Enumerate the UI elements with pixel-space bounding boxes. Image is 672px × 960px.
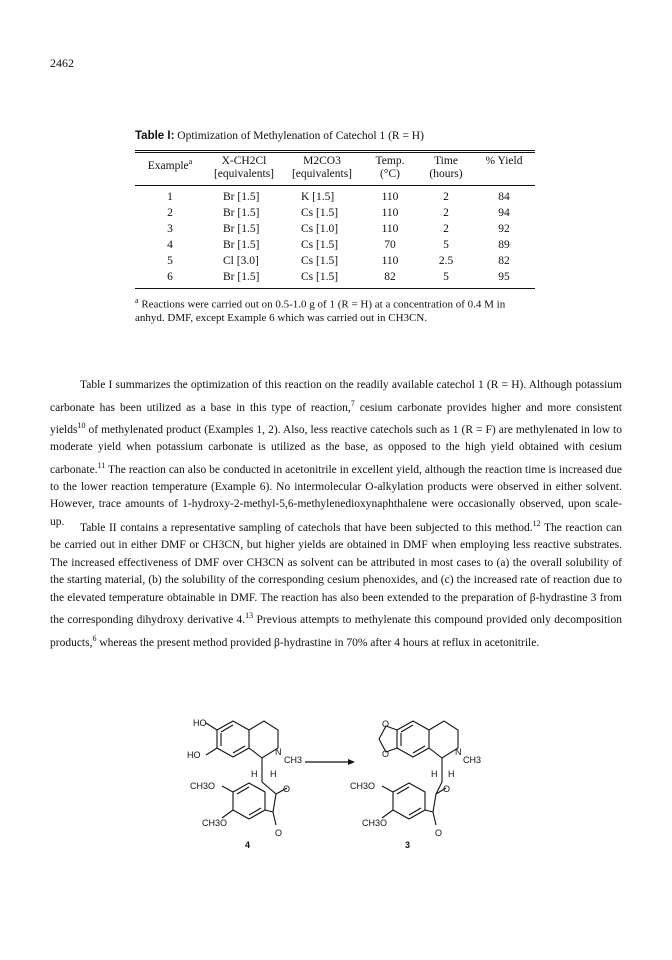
compound-4-labels [187,718,302,850]
text-run: The reaction can be carried out in either DMF or CH3CN, but higher yields are obtained in DMF when employing less reactive substrates. The increased effectiveness of DMF over CH3CN as solvent can be attributed in most cases to (a) the overall solubility of the starting material, (b) the solubility of the corresponding cesium phenoxides, and (c) the increased rate of reaction due to the elevated temperature obtainable in DMF. The reaction has also been extended to the preparation of β-hydrastine 3 from the corresponding dihydroxy derivative 4. [50,521,622,627]
c3-nitrogen: N [455,747,462,757]
c4-n-methyl: CH3 [284,755,303,765]
text-run: Table I summarizes the optimization of this reaction on the readily available catechol 1 (R = H). Although potassium carbonate has been utilized as a base in this type of reaction, [50,379,622,414]
table-cell: Br [1.5] [223,271,260,283]
text-run: Previous attempts to methylenate this compound provided only decomposition products, [50,614,622,649]
table-footnote [135,294,535,325]
text-run: of methylenated product (Examples 1, 2). Also, less reactive catechols such as 1 (R = F) are methylenated in low to moderate yield when potassium carbonate is utilized as the base, as opposed to the high yield obtained with cesium carbonate. [50,423,622,476]
c4-hydroxy-top: HO [193,718,207,728]
c4-methoxy-lower: CH3O [202,818,228,828]
table-row [135,221,535,237]
footnote-text: Reactions were carried out on 0.5-1.0 g of 1 (R = H) at a concentration of 0.4 M in anhyd. DMF, except Example 6 which was carried out in CH3CN. [135,298,506,324]
reference-superscript: 12 [532,519,541,528]
compound-3-labels [350,719,481,850]
table-cell: 95 [498,271,510,283]
table-row [135,189,535,205]
table-cell: 70 [384,239,396,251]
c3-n-methyl: CH3 [463,755,482,765]
table-cell: Cs [1.5] [301,255,339,267]
c4-carbonyl-oxygen: O [275,828,283,838]
table-cell: Cs [1.5] [301,239,339,251]
optimization-table [135,153,535,285]
table-caption-text: Optimization of Methylenation of Catechol 1 (R = H) [177,130,424,142]
table-cell: 1 [167,191,173,203]
table-row [135,237,535,253]
paragraph-1 [50,377,622,531]
table-cell: Br [1.5] [223,191,260,203]
table-cell: Cl [3.0] [223,255,259,267]
table-i [135,130,535,325]
compound-3-structure [379,721,458,825]
table-bottom-rule [135,288,535,289]
table-cell: K [1.5] [301,191,335,203]
table-cell: Br [1.5] [223,239,260,251]
table-cell: 82 [384,271,396,283]
table-cell: 4 [167,239,173,251]
table-cell: Cs [1.5] [301,271,339,283]
table-row [135,253,535,269]
reference-superscript: 6 [92,633,97,643]
c3-h-hash: H [448,769,455,779]
c3-methoxy-upper: CH3O [350,781,376,791]
table-cell: 94 [498,207,510,219]
table-header-row [135,153,535,186]
header-carbonate: M2CO3 [equivalents] [291,155,353,180]
table-cell: 5 [443,271,449,283]
paragraph-2 [50,515,622,652]
header-halide: X-CH2Cl [equivalents] [213,155,275,180]
table-row [135,269,535,285]
table-cell: 2 [443,191,449,203]
c4-methoxy-upper: CH3O [190,781,216,791]
c3-h-wedge: H [431,769,438,779]
page-number: 2462 [50,56,74,70]
table-body [135,186,535,286]
reaction-scheme [150,700,490,935]
table-cell: 2 [443,207,449,219]
table-cell: Br [1.5] [223,223,260,235]
header-example: Example$^a$ [147,157,193,172]
text-run: whereas the present method provided β-hydrastine in 70% after 4 hours at reflux in acetonitrile. [96,636,540,649]
c4-nitrogen: N [275,747,282,757]
c4-lactone-oxygen: O [283,784,291,794]
c4-h-wedge: H [251,769,258,779]
table-cell: 2 [443,223,449,235]
text-run: Table II contains a representative sampling of catechols that have been subjected to this method. [80,521,533,534]
c3-dioxole-oxygen-top: O [382,719,390,729]
footnote-mark: a [135,296,139,305]
table-cell: 82 [498,255,510,267]
c4-hydroxy-bottom: HO [187,750,201,760]
table-cell: 2 [167,207,173,219]
table-cell: Cs [1.0] [301,223,339,235]
reference-superscript: 7 [350,398,355,408]
table-cell: 110 [381,207,399,219]
table-cell: 5 [443,239,449,251]
table-caption [135,130,535,142]
compound-4-label: 4 [245,840,251,850]
c3-lactone-oxygen: O [443,784,451,794]
table-cell: Cs [1.5] [301,207,339,219]
compound-3-label: 3 [405,840,411,850]
table-cell: 89 [498,239,510,251]
text-run: cesium carbonate provides higher and more consistent yields [50,401,622,436]
c3-carbonyl-oxygen: O [435,828,443,838]
reference-superscript: 11 [97,460,106,470]
table-cell: 6 [167,271,173,283]
table-cell: 84 [498,191,510,203]
header-yield: % Yield [485,155,523,167]
header-time: Time (hours) [429,155,463,180]
table-cell: 110 [381,191,399,203]
table-cell: 110 [381,255,399,267]
reaction-arrow [305,759,355,765]
table-cell: 3 [167,223,173,235]
table-cell: 110 [381,223,399,235]
table-cell: 2.5 [438,255,454,267]
c4-h-hash: H [270,769,277,779]
table-cell: Br [1.5] [223,207,260,219]
header-temperature: Temp. (°C) [375,155,405,180]
reference-superscript: 10 [77,420,86,430]
reference-superscript: 13 [245,611,254,621]
table-cell: 92 [498,223,510,235]
table-cell: 5 [167,255,173,267]
table-caption-label: Table I: [135,130,175,142]
c3-dioxole-oxygen-bottom: O [382,749,390,759]
text-run: The reaction can also be conducted in acetonitrile in excellent yield, although the reaction time is increased due to the lower reaction temperature (Example 6). No intermolecular O-alkylation products were observed in either solvent. However, trace amounts of 1-hydroxy-2-methyl-5,6-methylenedioxynaphthalene were occasionally observed, upon scale-up. [50,463,622,528]
c3-methoxy-lower: CH3O [362,818,388,828]
table-row [135,205,535,221]
